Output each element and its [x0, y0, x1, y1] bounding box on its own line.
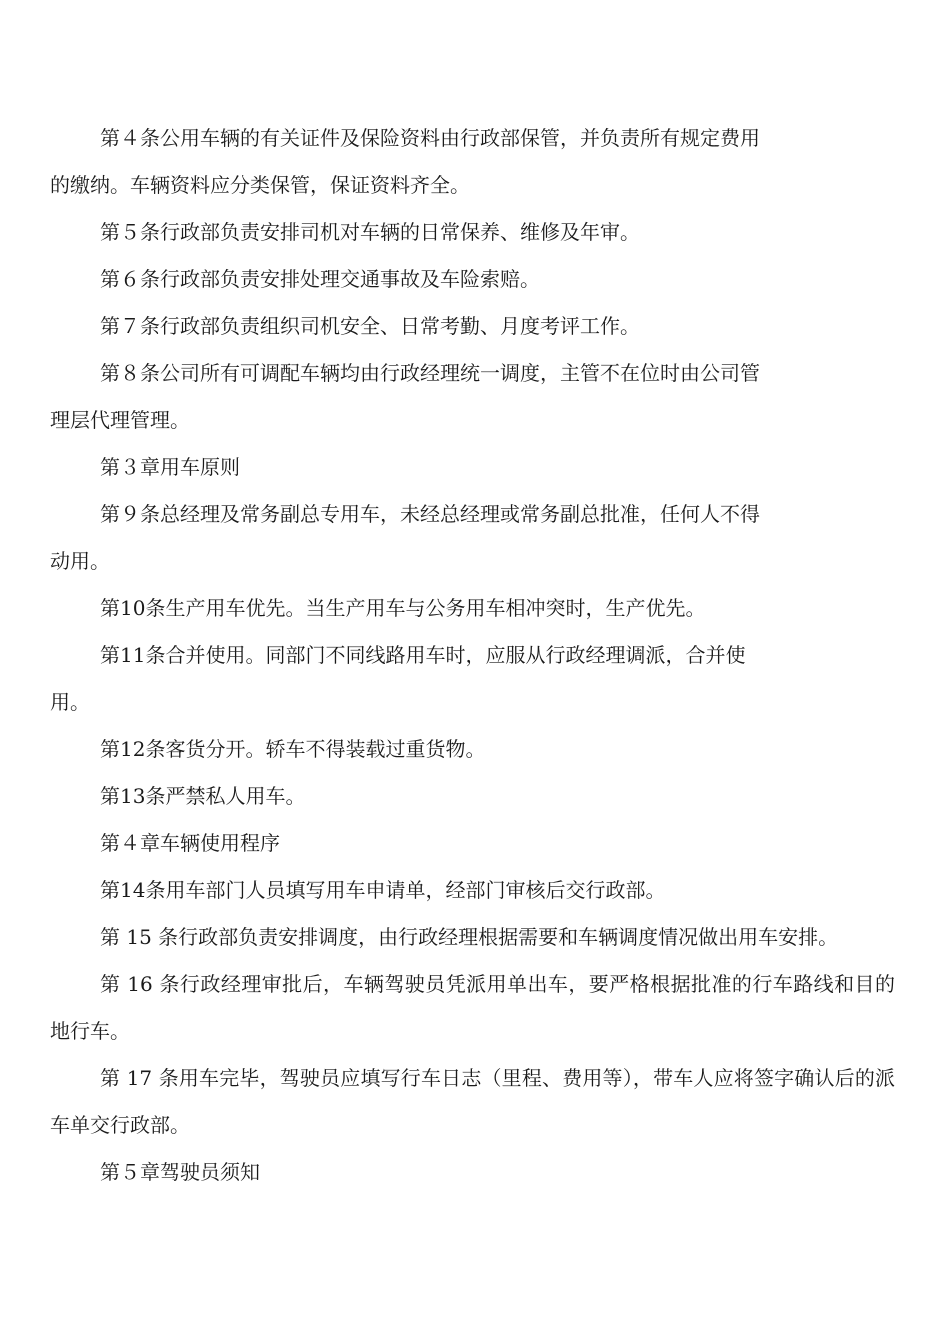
article-4: 第４条公用车辆的有关证件及保险资料由行政部保管，并负责所有规定费用 的缴纳。车辆资料应分类保管，保证资料齐全。 — [50, 126, 760, 197]
article-17: 第 17 条用车完毕，驾驶员应填写行车日志（里程、费用等），带车人应将签字确认后的派车单交行政部。 — [50, 1066, 895, 1137]
article-13: 第13条严禁私人用车。 — [100, 784, 306, 808]
article-10: 第10条生产用车优先。当生产用车与公务用车相冲突时，生产优先。 — [100, 596, 706, 620]
article-6: 第６条行政部负责安排处理交通事故及车险索赔。 — [100, 267, 540, 291]
document-body — [50, 115, 895, 1196]
article-5: 第５条行政部负责安排司机对车辆的日常保养、维修及年审。 — [100, 220, 640, 244]
article-14: 第14条用车部门人员填写用车申请单，经部门审核后交行政部。 — [100, 878, 666, 902]
article-7: 第７条行政部负责组织司机安全、日常考勤、月度考评工作。 — [100, 314, 640, 338]
article-9: 第９条总经理及常务副总专用车，未经总经理或常务副总批准，任何人不得 动用。 — [50, 502, 760, 573]
article-8: 第８条公司所有可调配车辆均由行政经理统一调度，主管不在位时由公司管 理层代理管理。 — [50, 361, 760, 432]
article-11: 第11条合并使用。同部门不同线路用车时，应服从行政经理调派，合并使 用。 — [50, 643, 746, 714]
chapter-5-heading: 第５章驾驶员须知 — [100, 1160, 260, 1184]
chapter-4-heading: 第４章车辆使用程序 — [100, 831, 280, 855]
article-12: 第12条客货分开。轿车不得装载过重货物。 — [100, 737, 486, 761]
article-16: 第 16 条行政经理审批后，车辆驾驶员凭派用单出车，要严格根据批准的行车路线和目的地行车。 — [50, 972, 895, 1043]
chapter-3-heading: 第３章用车原则 — [100, 455, 240, 479]
article-15: 第 15 条行政部负责安排调度，由行政经理根据需要和车辆调度情况做出用车安排。 — [100, 925, 839, 949]
